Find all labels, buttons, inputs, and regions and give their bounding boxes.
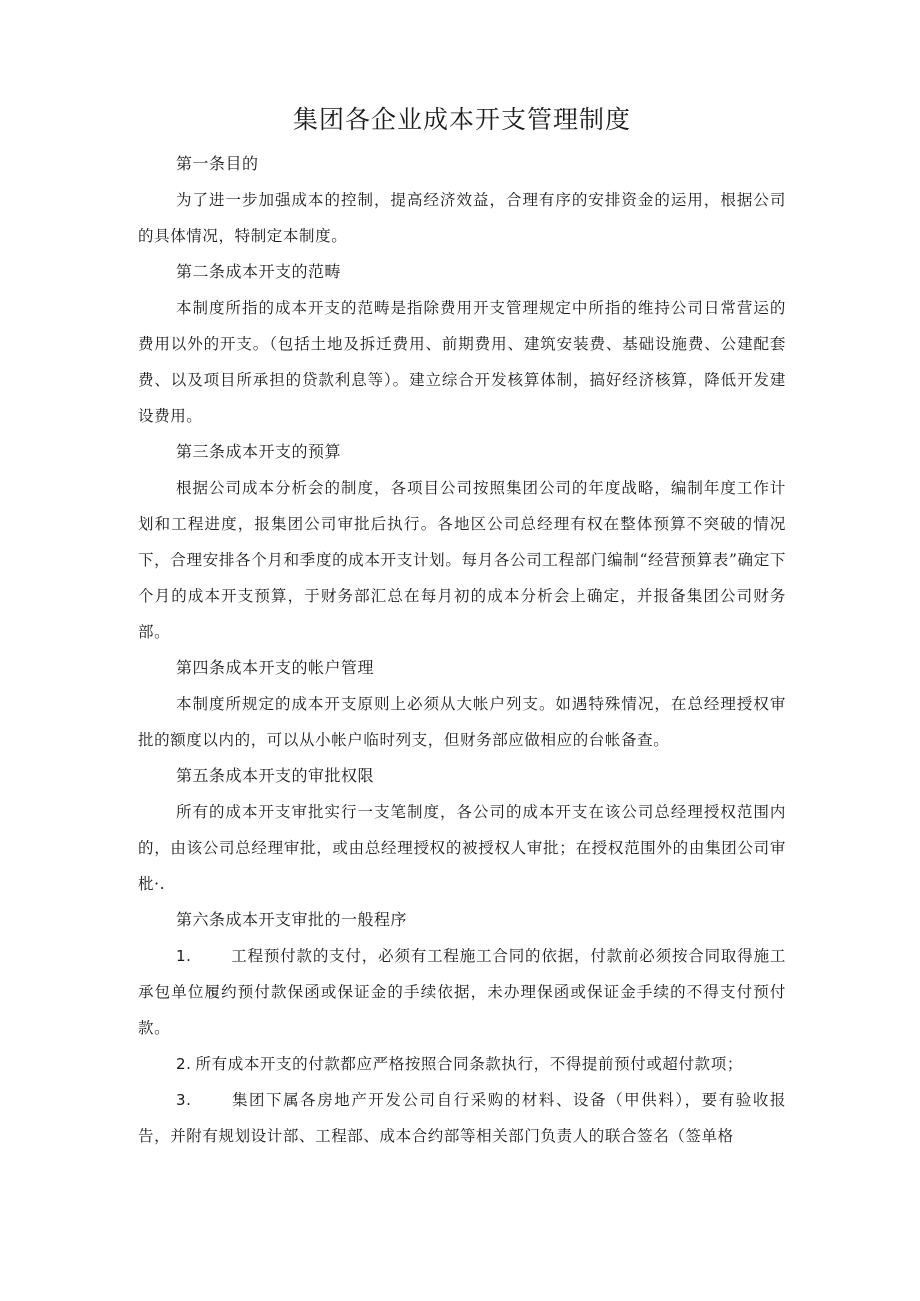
document-page [138, 100, 786, 1154]
list-item-text: 集团下属各房地产开发公司自行采购的材料、设备（甲供料），要有验收报告，并附有规划设计部、工程部、成本合约部等相关部门负责人的联合签名（签单格 [138, 1091, 786, 1145]
list-item-text: 工程预付款的支付，必须有工程施工合同的依据，付款前必须按合同取得施工承包单位履约预付款保函或保证金的手续依据，未办理保函或保证金手续的不得支付预付款。 [138, 947, 786, 1037]
section-heading: 第三条成本开支的预算 [176, 442, 342, 461]
list-item [138, 1082, 786, 1154]
section-paragraph: 本制度所指的成本开支的范畴是指除费用开支管理规定中所指的维持公司日常营运的费用以外的开支。（包括土地及拆迁费用、前期费用、建筑安装费、基础设施费、公建配套费、以及项目所承担的贷款利息等）。建立综合开发核算体制，搞好经济核算，降低开发建设费用。 [138, 299, 786, 425]
section-heading: 第六条成本开支审批的一般程序 [176, 910, 408, 929]
section-paragraph: 本制度所规定的成本开支原则上必须从大帐户列支。如遇特殊情况，在总经理授权审批的额度以内的，可以从小帐户临时列支，但财务部应做相应的台帐备查。 [138, 695, 786, 749]
section-heading: 第四条成本开支的帐户管理 [176, 658, 375, 677]
list-item-text: 所有成本开支的付款都应严格按照合同条款执行，不得提前预付或超付款项； [195, 1055, 743, 1073]
list-item-number: 3. [176, 1091, 192, 1109]
list-item-number: 1. [176, 947, 192, 965]
section-heading: 第二条成本开支的范畴 [176, 262, 342, 281]
section-heading: 第五条成本开支的审批权限 [176, 766, 375, 785]
list-item [138, 938, 786, 1046]
list-item [138, 1046, 786, 1082]
section-heading: 第一条目的 [176, 154, 259, 173]
section-paragraph: 所有的成本开支审批实行一支笔制度，各公司的成本开支在该公司总经理授权范围内的，由该公司总经理审批，或由总经理授权的被授权人审批；在授权范围外的由集团公司审枇·. [138, 803, 786, 893]
list-item-number: 2. [176, 1055, 192, 1073]
section-paragraph: 为了进一步加强成本的控制，提高经济效益，合理有序的安排资金的运用，根据公司的具体情况，特制定本制度。 [138, 191, 786, 245]
document-title: 集团各企业成本开支管理制度 [292, 105, 631, 134]
section-paragraph: 根据公司成本分析会的制度，各项目公司按照集团公司的年度战略，编制年度工作计划和工程进度，报集团公司审批后执行。各地区公司总经理有权在整体预算不突破的情况下，合理安排各个月和季度的成本开支计划。每月各公司工程部门编制“经营预算表”确定下个月的成本开支预算，于财务部汇总在每月初的成本分析会上确定，并报备集团公司财务部。 [138, 479, 786, 641]
